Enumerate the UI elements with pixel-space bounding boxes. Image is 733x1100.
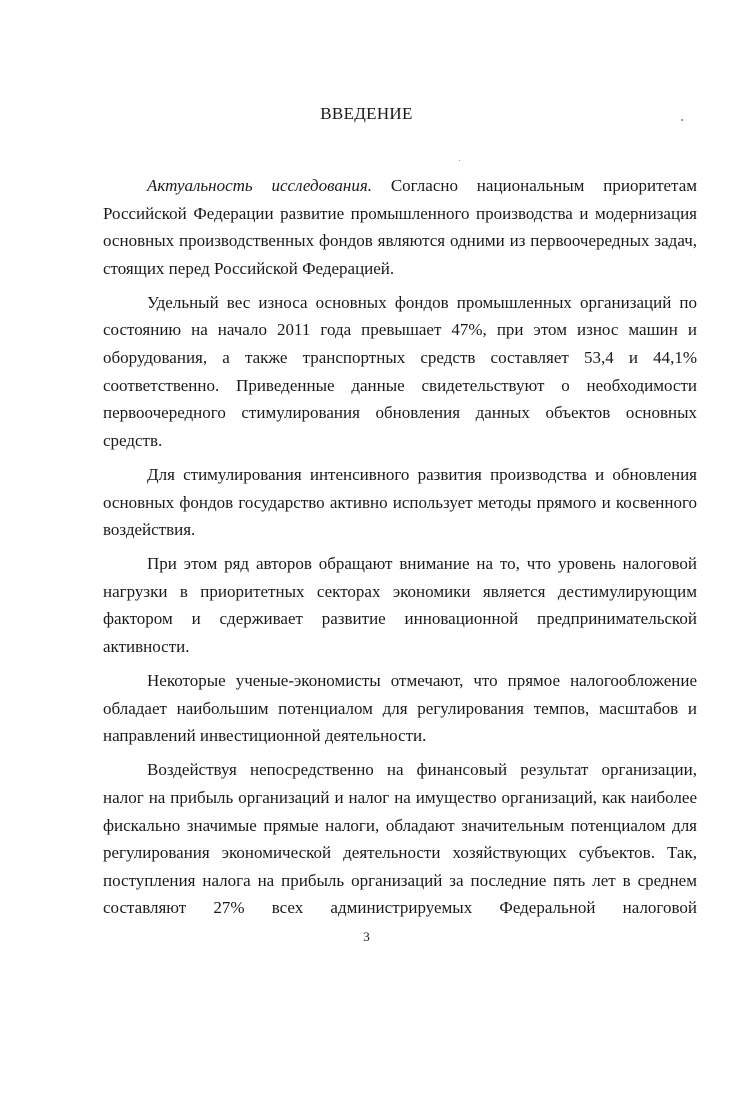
body-text [103, 172, 697, 922]
page-number: 3 [363, 929, 370, 944]
paragraph-text: Согласно национальным приоритетам Российской Федерации развитие промышленного производства и модернизация основных производственных фондов являются одними из первоочередных задач, стоящих перед Российской Федерацией. [103, 176, 697, 278]
paragraph-stimulation: Для стимулирования интенсивного развития производства и обновления основных фондов государство активно использует методы прямого и косвенного воздействия. [103, 464, 697, 540]
page-title: ВВЕДЕНИЕ [320, 104, 413, 123]
scan-speck [459, 160, 460, 161]
paragraph-tax-burden: При этом ряд авторов обращают внимание на то, что уровень налоговой нагрузки в приоритетных секторах экономики является дестимулирующим фактором и сдерживает развитие инновационной предпринимательской активности. [103, 554, 697, 656]
paragraph-depreciation: Удельный вес износа основных фондов промышленных организаций по состоянию на начало 2011 года превышает 47%, при этом износ машин и оборудования, а также транспортных средств составляет 53,4 и 44,1% соответственно. Приведенные данные свидетельствуют о необходимости первоочередного стимулирования обновления данных объектов основных средств. [103, 292, 697, 450]
paragraph-lead: Актуальность исследования. [147, 176, 372, 195]
paragraph-direct-taxation: Некоторые ученые-экономисты отмечают, что прямое налогообложение обладает наибольшим потенциалом для регулирования темпов, масштабов и направлений инвестиционной деятельности. [103, 671, 697, 746]
paragraph-relevance [103, 172, 697, 282]
paragraph-profit-tax: Воздействуя непосредственно на финансовый результат организации, налог на прибыль организаций и налог на имущество организаций, как наиболее фискально значимые прямые налоги, обладают значительным потенциалом для регулирования экономической деятельности хозяйствующих субъектов. Так, поступления налога на прибыль организаций за последние пять лет в среднем составляют 27% всех администрируемых Федеральной налоговой [103, 760, 697, 918]
